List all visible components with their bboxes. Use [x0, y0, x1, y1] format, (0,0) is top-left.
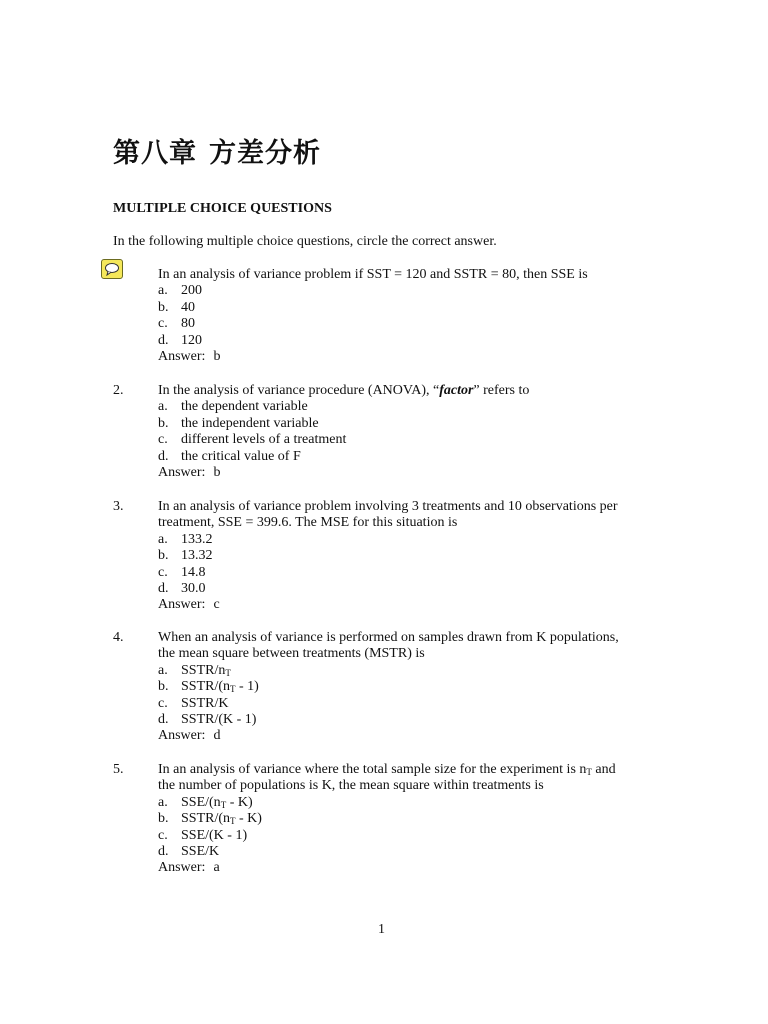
option-text-post: - 1) [235, 679, 259, 695]
speech-bubble-icon[interactable] [101, 259, 123, 279]
option-text: the dependent variable [181, 399, 308, 415]
question-text-emphasis: factor [439, 383, 474, 398]
option-letter: c. [158, 695, 168, 711]
option-b [158, 811, 658, 827]
question-text-post: and [591, 762, 616, 777]
option-text: 13.32 [181, 548, 213, 564]
answer-value: a [213, 860, 220, 876]
option-a [158, 663, 658, 679]
option-c [158, 828, 658, 844]
option-text-pre: SSTR/K [181, 695, 229, 711]
question-body [158, 499, 658, 614]
answer [158, 860, 658, 876]
option-b [158, 300, 658, 316]
option-text-pre: SSTR/(n [181, 679, 231, 695]
option-text-pre: SSTR/(K - 1) [181, 712, 257, 728]
section-heading: MULTIPLE CHOICE QUESTIONS [113, 201, 332, 216]
answer-label: Answer: [158, 349, 206, 365]
option-a [158, 399, 658, 415]
option-d [158, 333, 658, 349]
option-text-post: - K) [235, 811, 262, 827]
question-number: 5. [113, 762, 124, 777]
option-text-post: - K) [226, 794, 253, 810]
option-letter: c. [158, 432, 168, 448]
answer [158, 728, 658, 744]
option-text-subscript: T [230, 816, 236, 827]
option-letter: c. [158, 316, 168, 332]
answer-label: Answer: [158, 728, 206, 744]
question-text-line-2: the mean square between treatments (MSTR) is [158, 646, 425, 662]
option-b [158, 416, 658, 432]
question-body [158, 267, 658, 365]
option-letter: b. [158, 548, 169, 564]
option-text: the independent variable [181, 415, 319, 431]
question-text-suffix: ” refers to [473, 383, 530, 398]
option-letter: d. [158, 844, 169, 860]
question-text-line-2: the number of populations is K, the mean square within treatments is [158, 778, 544, 794]
question-number: 2. [113, 383, 124, 398]
option-d [158, 712, 658, 728]
option-text: 200 [181, 283, 202, 299]
question-body [158, 630, 658, 745]
option-letter: c. [158, 564, 168, 580]
option-letter: d. [158, 712, 169, 728]
question-text-line-2: treatment, SSE = 399.6. The MSE for this situation is [158, 515, 458, 531]
answer-label: Answer: [158, 860, 206, 876]
option-letter: a. [158, 794, 168, 810]
option-letter: d. [158, 448, 169, 464]
answer-label: Answer: [158, 465, 206, 481]
option-d [158, 581, 658, 597]
option-letter: b. [158, 299, 169, 315]
option-text: 14.8 [181, 564, 206, 580]
answer-value: d [213, 728, 221, 744]
option-text-pre: SSE/(K - 1) [181, 827, 248, 843]
option-c [158, 565, 658, 581]
option-c [158, 696, 658, 712]
question-text-line-1: When an analysis of variance is performed on samples drawn from K populations, [158, 630, 619, 645]
option-letter: a. [158, 662, 168, 678]
option-b [158, 679, 658, 695]
option-a [158, 795, 658, 811]
question-text-prefix: In the analysis of variance procedure (ANOVA), “ [158, 383, 440, 398]
option-letter: b. [158, 415, 169, 431]
question-text-line-1 [158, 762, 658, 778]
option-text: 30.0 [181, 581, 206, 597]
option-d [158, 449, 658, 465]
instructions: In the following multiple choice questions, circle the correct answer. [113, 234, 497, 249]
option-text-pre: SSTR/n [181, 662, 226, 678]
option-text: 80 [181, 316, 195, 332]
chapter-title [113, 131, 321, 170]
option-letter: d. [158, 332, 169, 348]
answer [158, 349, 658, 365]
option-text-pre: SSTR/(n [181, 811, 231, 827]
question-text-line-1: In an analysis of variance problem involving 3 treatments and 10 observations per [158, 499, 618, 514]
option-text: 120 [181, 332, 202, 348]
answer-label: Answer: [158, 597, 206, 613]
question-text-subscript: T [586, 767, 592, 777]
option-letter: b. [158, 679, 169, 695]
option-text: 133.2 [181, 531, 213, 547]
answer [158, 465, 658, 481]
answer-value: b [213, 465, 221, 481]
page-number: 1 [378, 922, 385, 937]
answer-value: b [213, 349, 221, 365]
option-letter: b. [158, 811, 169, 827]
question-body [158, 383, 658, 481]
answer [158, 597, 658, 613]
option-letter: c. [158, 827, 168, 843]
option-text: 40 [181, 299, 195, 315]
question-body [158, 762, 658, 877]
option-a [158, 283, 658, 299]
option-text-pre: SSE/K [181, 844, 220, 860]
question-number: 3. [113, 499, 124, 514]
option-letter: a. [158, 283, 168, 299]
option-a [158, 532, 658, 548]
option-c [158, 316, 658, 332]
chapter-title-number: 第八章 [113, 138, 197, 169]
question-text [158, 383, 658, 399]
option-text-pre: SSE/(n [181, 794, 221, 810]
option-letter: a. [158, 531, 168, 547]
question-number: 4. [113, 630, 124, 645]
option-text: the critical value of F [181, 448, 301, 464]
option-c [158, 432, 658, 448]
question-text: In an analysis of variance problem if SST = 120 and SSTR = 80, then SSE is [158, 267, 588, 282]
option-text-subscript: T [220, 799, 227, 810]
option-text: different levels of a treatment [181, 432, 347, 448]
question-text-pre: In an analysis of variance where the total sample size for the experiment is n [158, 762, 587, 777]
option-b [158, 548, 658, 564]
option-letter: d. [158, 581, 169, 597]
answer-value: c [213, 597, 220, 613]
option-letter: a. [158, 399, 168, 415]
option-d [158, 844, 658, 860]
option-text-subscript: T [225, 667, 231, 678]
chapter-title-topic: 方差分析 [209, 138, 321, 169]
option-text-subscript: T [230, 684, 236, 695]
